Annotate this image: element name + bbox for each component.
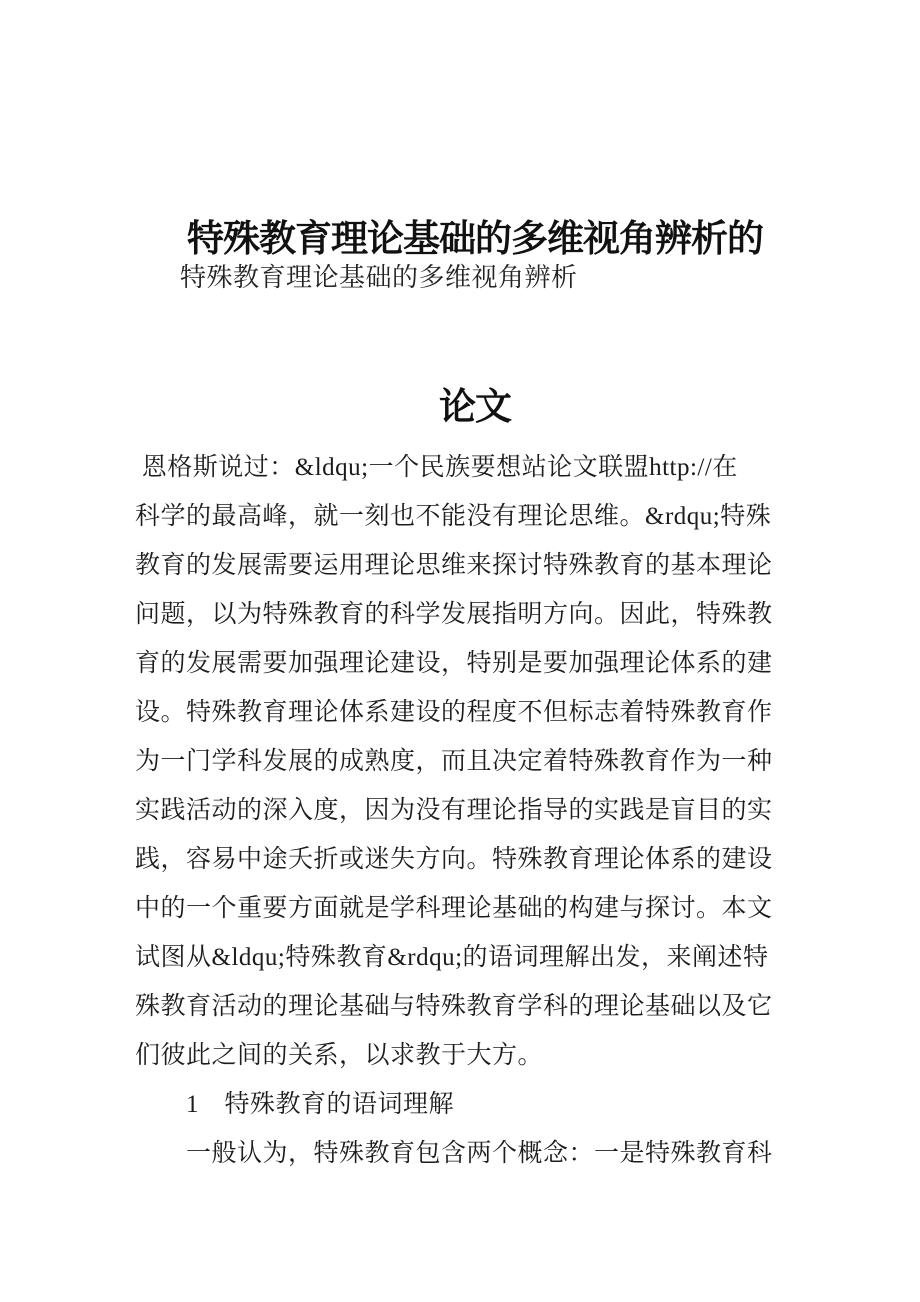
body-text-line: 设。特殊教育理论体系建设的程度不但标志着特殊教育作: [135, 699, 773, 726]
body-text-line: 殊教育活动的理论基础与特殊教育学科的理论基础以及它: [135, 993, 773, 1020]
body-text-line: 中的一个重要方面就是学科理论基础的构建与探讨。本文: [135, 895, 773, 922]
body-text-line: 问题，以为特殊教育的科学发展指明方向。因此，特殊教: [135, 601, 773, 628]
body-text-line: 一般认为，特殊教育包含两个概念：一是特殊教育科: [135, 1140, 773, 1167]
body-text-line: 为一门学科发展的成熟度，而且决定着特殊教育作为一种: [135, 748, 773, 775]
body-text-line: 恩格斯说过：&ldqu;一个民族要想站论文联盟http://在: [135, 454, 738, 481]
doc-body-text: [135, 443, 815, 1178]
body-text-line: 试图从&ldqu;特殊教育&rdqu;的语词理解出发，来阐述特: [135, 944, 769, 971]
body-text-line: 实践活动的深入度，因为没有理论指导的实践是盲目的实: [135, 797, 773, 824]
body-text-line: 1 特殊教育的语词理解: [135, 1091, 455, 1118]
doc-subtitle: 特殊教育理论基础的多维视角辨析: [180, 263, 578, 292]
body-text-line: 们彼此之间的关系，以求教于大方。: [135, 1042, 544, 1069]
title-line-1: 特殊教育理论基础的多维视角辨析的: [187, 219, 763, 260]
title-line-2: 论文: [439, 387, 511, 428]
body-text-line: 科学的最高峰，就一刻也不能没有理论思维。&rdqu;特殊: [135, 503, 772, 530]
body-text-line: 教育的发展需要运用理论思维来探讨特殊教育的基本理论: [135, 552, 773, 579]
body-text-line: 践，容易中途夭折或迷失方向。特殊教育理论体系的建设: [135, 846, 773, 873]
body-text-line: 育的发展需要加强理论建设，特别是要加强理论体系的建: [135, 650, 773, 677]
